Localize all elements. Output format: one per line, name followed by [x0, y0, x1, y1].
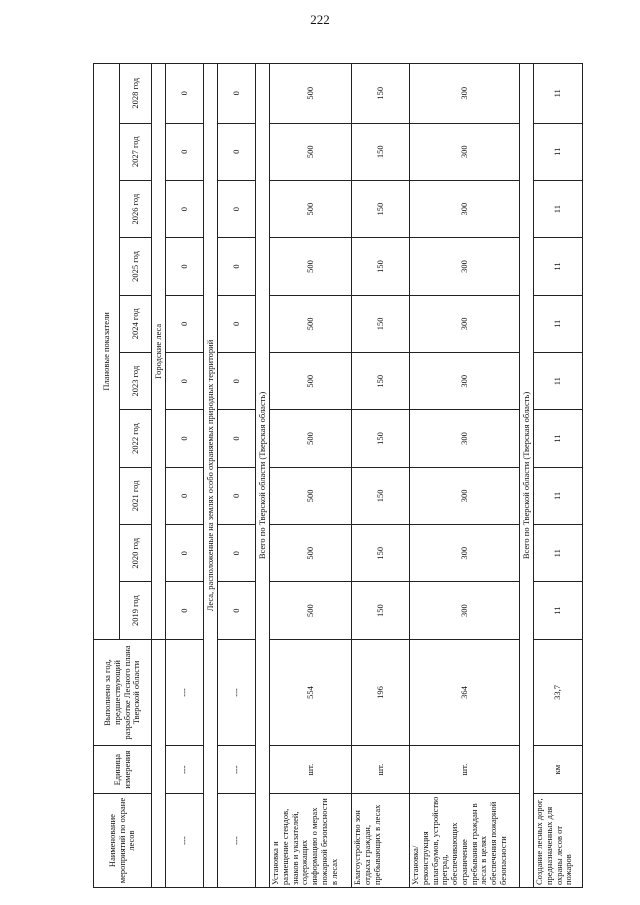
row-value: 11 — [534, 410, 583, 467]
header-year: 2025 год — [120, 238, 152, 295]
row-value: 500 — [270, 180, 352, 237]
row-value: 500 — [270, 525, 352, 582]
row-value: 0 — [218, 238, 256, 295]
row-value: 11 — [534, 123, 583, 180]
row-value: 300 — [410, 582, 520, 639]
row-unit: шт. — [410, 746, 520, 794]
row-value: 150 — [352, 410, 410, 467]
row-value: 500 — [270, 238, 352, 295]
row-done: 33,7 — [534, 639, 583, 745]
row-value: 0 — [166, 295, 204, 352]
row-name: Установка и размещение стендов, знаков и указателей, содержащих информацию о мерах пожарной безопасности в лесах — [270, 794, 352, 888]
row-value: 500 — [270, 64, 352, 124]
section-title: Всего по Тверской области (Тверская область) — [256, 64, 270, 888]
row-value: 150 — [352, 467, 410, 524]
row-value: 150 — [352, 582, 410, 639]
row-done: --- — [166, 639, 204, 745]
row-value: 150 — [352, 353, 410, 410]
row-unit: --- — [166, 746, 204, 794]
row-done: --- — [218, 639, 256, 745]
forest-protection-table — [93, 63, 583, 888]
row-value: 0 — [166, 123, 204, 180]
row-value: 500 — [270, 353, 352, 410]
row-done: 364 — [410, 639, 520, 745]
section-spacer — [152, 639, 166, 887]
row-value: 0 — [166, 467, 204, 524]
header-planned: Плановые показатели — [94, 64, 120, 640]
header-done: Выполнено за год, предшествующий разработке Лесного плана Тверской области — [94, 639, 152, 745]
row-value: 0 — [218, 525, 256, 582]
row-value: 500 — [270, 123, 352, 180]
row-value: 150 — [352, 525, 410, 582]
header-year: 2021 год — [120, 467, 152, 524]
row-value: 11 — [534, 238, 583, 295]
row-value: 0 — [218, 180, 256, 237]
header-unit: Единица измерения — [94, 746, 152, 794]
row-value: 500 — [270, 295, 352, 352]
row-value: 11 — [534, 353, 583, 410]
row-value: 300 — [410, 295, 520, 352]
row-value: 0 — [166, 238, 204, 295]
page-number: 222 — [310, 12, 330, 27]
header-year: 2020 год — [120, 525, 152, 582]
table-row — [270, 64, 352, 888]
row-unit: шт. — [270, 746, 352, 794]
row-value: 300 — [410, 525, 520, 582]
row-unit: км — [534, 746, 583, 794]
header-year: 2024 год — [120, 295, 152, 352]
row-value: 11 — [534, 180, 583, 237]
row-value: 0 — [166, 180, 204, 237]
row-done: 554 — [270, 639, 352, 745]
row-value: 0 — [218, 64, 256, 124]
row-value: 150 — [352, 295, 410, 352]
row-unit: --- — [218, 746, 256, 794]
row-value: 300 — [410, 467, 520, 524]
row-value: 0 — [218, 353, 256, 410]
header-year: 2026 год — [120, 180, 152, 237]
row-name: --- — [218, 794, 256, 888]
table-row — [410, 64, 520, 888]
section-title: Леса, расположенные на землях особо охраняемых природных территорий — [204, 64, 218, 888]
row-unit: шт. — [352, 746, 410, 794]
header-year: 2028 год — [120, 64, 152, 124]
row-value: 300 — [410, 123, 520, 180]
header-year: 2027 год — [120, 123, 152, 180]
row-value: 11 — [534, 582, 583, 639]
row-value: 11 — [534, 295, 583, 352]
row-value: 500 — [270, 582, 352, 639]
row-value: 0 — [166, 525, 204, 582]
row-value: 0 — [166, 410, 204, 467]
row-value: 0 — [218, 410, 256, 467]
row-value: 0 — [218, 123, 256, 180]
row-value: 0 — [166, 64, 204, 124]
row-value: 300 — [410, 180, 520, 237]
row-name: Установка/реконструкция шлагбаумов, устройство преград, обеспечивающих ограничение пребывания граждан в лесах в целях обеспечения пожарной безопасности — [410, 794, 520, 888]
header-year: 2022 год — [120, 410, 152, 467]
row-value: 300 — [410, 64, 520, 124]
row-name: --- — [166, 794, 204, 888]
row-name: Создание лесных дорог, предназначенных для охраны лесов от пожаров — [534, 794, 583, 888]
table-row — [166, 64, 204, 888]
table-row — [352, 64, 410, 888]
table-row — [534, 64, 583, 888]
row-value: 11 — [534, 467, 583, 524]
row-value: 0 — [218, 582, 256, 639]
section-title: Всего по Тверской области (Тверская область) — [520, 64, 534, 888]
table-row — [218, 64, 256, 888]
row-value: 500 — [270, 410, 352, 467]
row-value: 0 — [166, 353, 204, 410]
row-done: 196 — [352, 639, 410, 745]
row-value: 150 — [352, 64, 410, 124]
header-year: 2023 год — [120, 353, 152, 410]
header-year: 2019 год — [120, 582, 152, 639]
row-value: 500 — [270, 467, 352, 524]
row-value: 0 — [218, 467, 256, 524]
rotated-table-frame — [93, 63, 578, 888]
row-value: 150 — [352, 123, 410, 180]
row-value: 300 — [410, 238, 520, 295]
row-value: 300 — [410, 353, 520, 410]
row-value: 0 — [166, 582, 204, 639]
row-value: 150 — [352, 180, 410, 237]
row-value: 300 — [410, 410, 520, 467]
row-name: Благоустройство зон отдыха граждан, пребывающих в лесах — [352, 794, 410, 888]
row-value: 0 — [218, 295, 256, 352]
header-name: Наименование мероприятий по охране лесов — [94, 794, 152, 888]
row-value: 150 — [352, 238, 410, 295]
row-value: 11 — [534, 525, 583, 582]
section-title: Городские леса — [152, 64, 166, 640]
row-value: 11 — [534, 64, 583, 124]
